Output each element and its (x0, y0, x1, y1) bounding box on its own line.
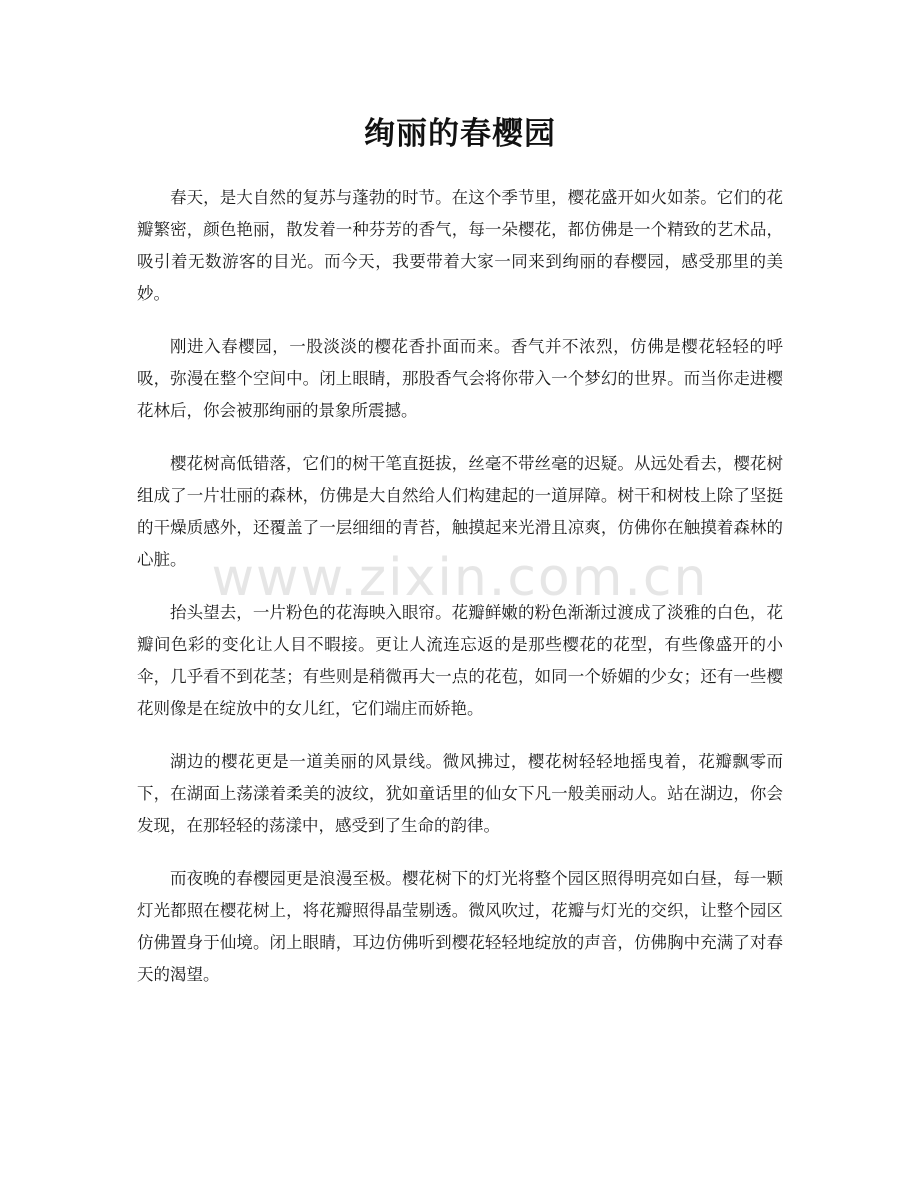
paragraph: 而夜晚的春樱园更是浪漫至极。樱花树下的灯光将整个园区照得明亮如白昼，每一颗灯光都照在樱花树上，将花瓣照得晶莹剔透。微风吹过，花瓣与灯光的交织，让整个园区仿佛置身于仙境。闭上眼睛，耳边仿佛听到樱花轻轻地绽放的声音，仿佛胸中充满了对春天的渴望。 (137, 869, 783, 984)
document-body (137, 182, 783, 1012)
paragraph: 樱花树高低错落，它们的树干笔直挺拔，丝毫不带丝毫的迟疑。从远处看去，樱花树组成了一片壮丽的森林，仿佛是大自然给人们构建起的一道屏障。树干和树枝上除了坚挺的干燥质感外，还覆盖了一层细细的青苔，触摸起来光滑且凉爽，仿佛你在触摸着森林的心脏。 (137, 454, 783, 569)
watermark: www.zixin.com.cn (211, 548, 709, 608)
paragraph: 抬头望去，一片粉色的花海映入眼帘。花瓣鲜嫩的粉色渐渐过渡成了淡雅的白色，花瓣间色彩的变化让人目不暇接。更让人流连忘返的是那些樱花的花型，有些像盛开的小伞，几乎看不到花茎；有些则是稍微再大一点的花苞，如同一个娇媚的少女；还有一些樱花则像是在绽放中的女儿红，它们端庄而娇艳。 (137, 603, 783, 718)
paragraph: 湖边的樱花更是一道美丽的风景线。微风拂过，樱花树轻轻地摇曳着，花瓣飘零而下，在湖面上荡漾着柔美的波纹，犹如童话里的仙女下凡一般美丽动人。站在湖边，你会发现，在那轻轻的荡漾中，感受到了生命的韵律。 (137, 752, 783, 835)
document-title: 绚丽的春樱园 (364, 116, 556, 152)
paragraph: 春天，是大自然的复苏与蓬勃的时节。在这个季节里，樱花盛开如火如荼。它们的花瓣繁密，颜色艳丽，散发着一种芬芳的香气，每一朵樱花，都仿佛是一个精致的艺术品，吸引着无数游客的目光。而今天，我要带着大家一同来到绚丽的春樱园，感受那里的美妙。 (137, 188, 783, 303)
paragraph: 刚进入春樱园，一股淡淡的樱花香扑面而来。香气并不浓烈，仿佛是樱花轻轻的呼吸，弥漫在整个空间中。闭上眼睛，那股香气会将你带入一个梦幻的世界。而当你走进樱花林后，你会被那绚丽的景象所震撼。 (137, 337, 783, 420)
